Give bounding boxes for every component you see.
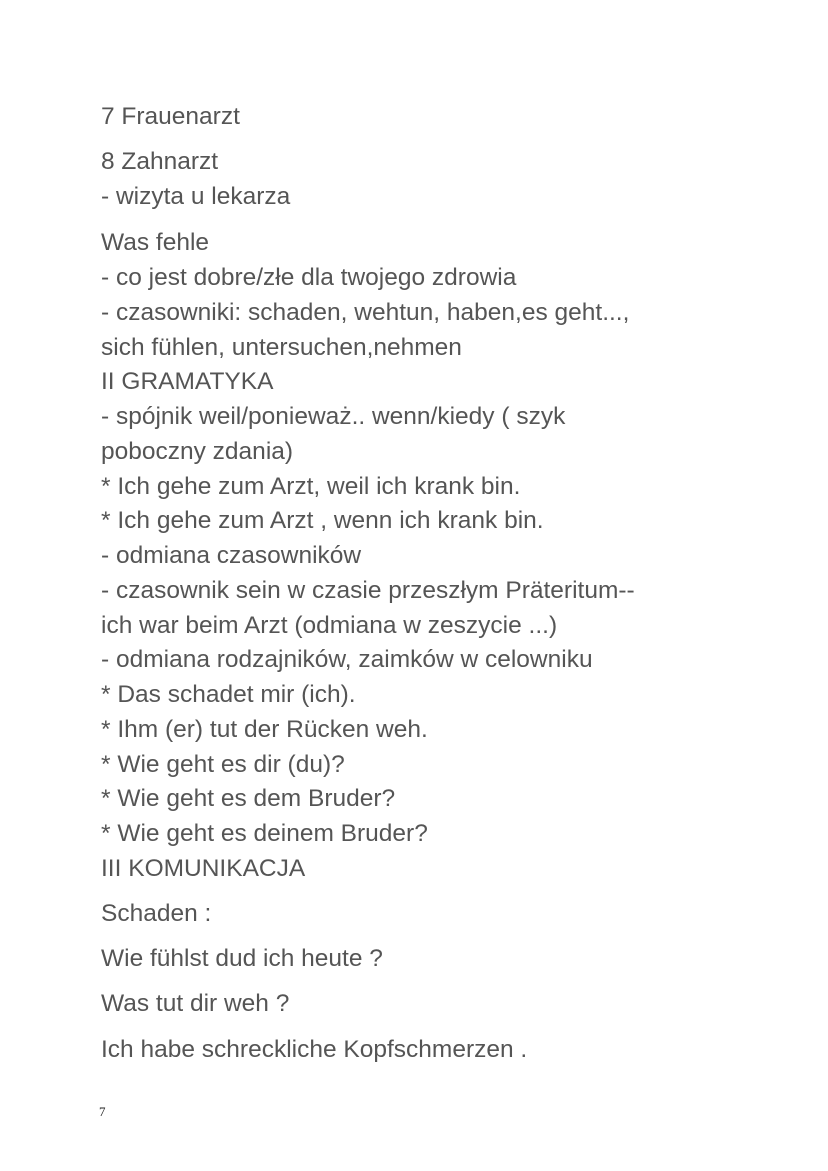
text-line-was-fehle: Was fehle [101, 229, 210, 256]
text-line-poboczny: poboczny zdania) [101, 438, 294, 465]
text-line-kopfschmerzen: Ich habe schreckliche Kopfschmerzen . [101, 1036, 528, 1063]
example-line-ruecken: * Ihm (er) tut der Rücken weh. [101, 716, 428, 743]
text-line-frauenarzt: 7 Frauenarzt [101, 103, 240, 130]
text-line-sich-fuehlen: sich fühlen, untersuchen,nehmen [101, 334, 462, 361]
section-heading-gramatyka: II GRAMATYKA [101, 368, 274, 395]
page-number: 7 [99, 1104, 106, 1119]
text-line-zdrowia: - co jest dobre/złe dla twojego zdrowia [101, 264, 517, 291]
text-line-war-beim-arzt: ich war beim Arzt (odmiana w zeszycie ...) [101, 612, 558, 639]
text-line-schaden: Schaden : [101, 900, 212, 927]
text-line-praeteritum: - czasownik sein w czasie przeszłym Präteritum-- [101, 577, 635, 604]
example-line-weil: * Ich gehe zum Arzt, weil ich krank bin. [101, 473, 521, 500]
text-line-wie-fuehlst: Wie fühlst dud ich heute ? [101, 945, 383, 972]
text-line-wizyta: - wizyta u lekarza [101, 183, 291, 210]
text-line-spojnik: - spójnik weil/ponieważ.. wenn/kiedy ( szyk [101, 403, 566, 430]
section-heading-komunikacja: III KOMUNIKACJA [101, 855, 306, 882]
text-line-zahnarzt: 8 Zahnarzt [101, 148, 219, 175]
text-line-odmiana-czasownikow: - odmiana czasowników [101, 542, 362, 569]
example-line-deinem-bruder: * Wie geht es deinem Bruder? [101, 820, 428, 847]
example-line-dir: * Wie geht es dir (du)? [101, 751, 345, 778]
example-line-dem-bruder: * Wie geht es dem Bruder? [101, 785, 396, 812]
text-line-celownik: - odmiana rodzajników, zaimków w celowniku [101, 646, 593, 673]
text-line-czasowniki: - czasowniki: schaden, wehtun, haben,es geht..., [101, 299, 630, 326]
text-line-was-tut-dir-weh: Was tut dir weh ? [101, 990, 290, 1017]
example-line-schadet: * Das schadet mir (ich). [101, 681, 356, 708]
example-line-wenn: * Ich gehe zum Arzt , wenn ich krank bin. [101, 507, 544, 534]
